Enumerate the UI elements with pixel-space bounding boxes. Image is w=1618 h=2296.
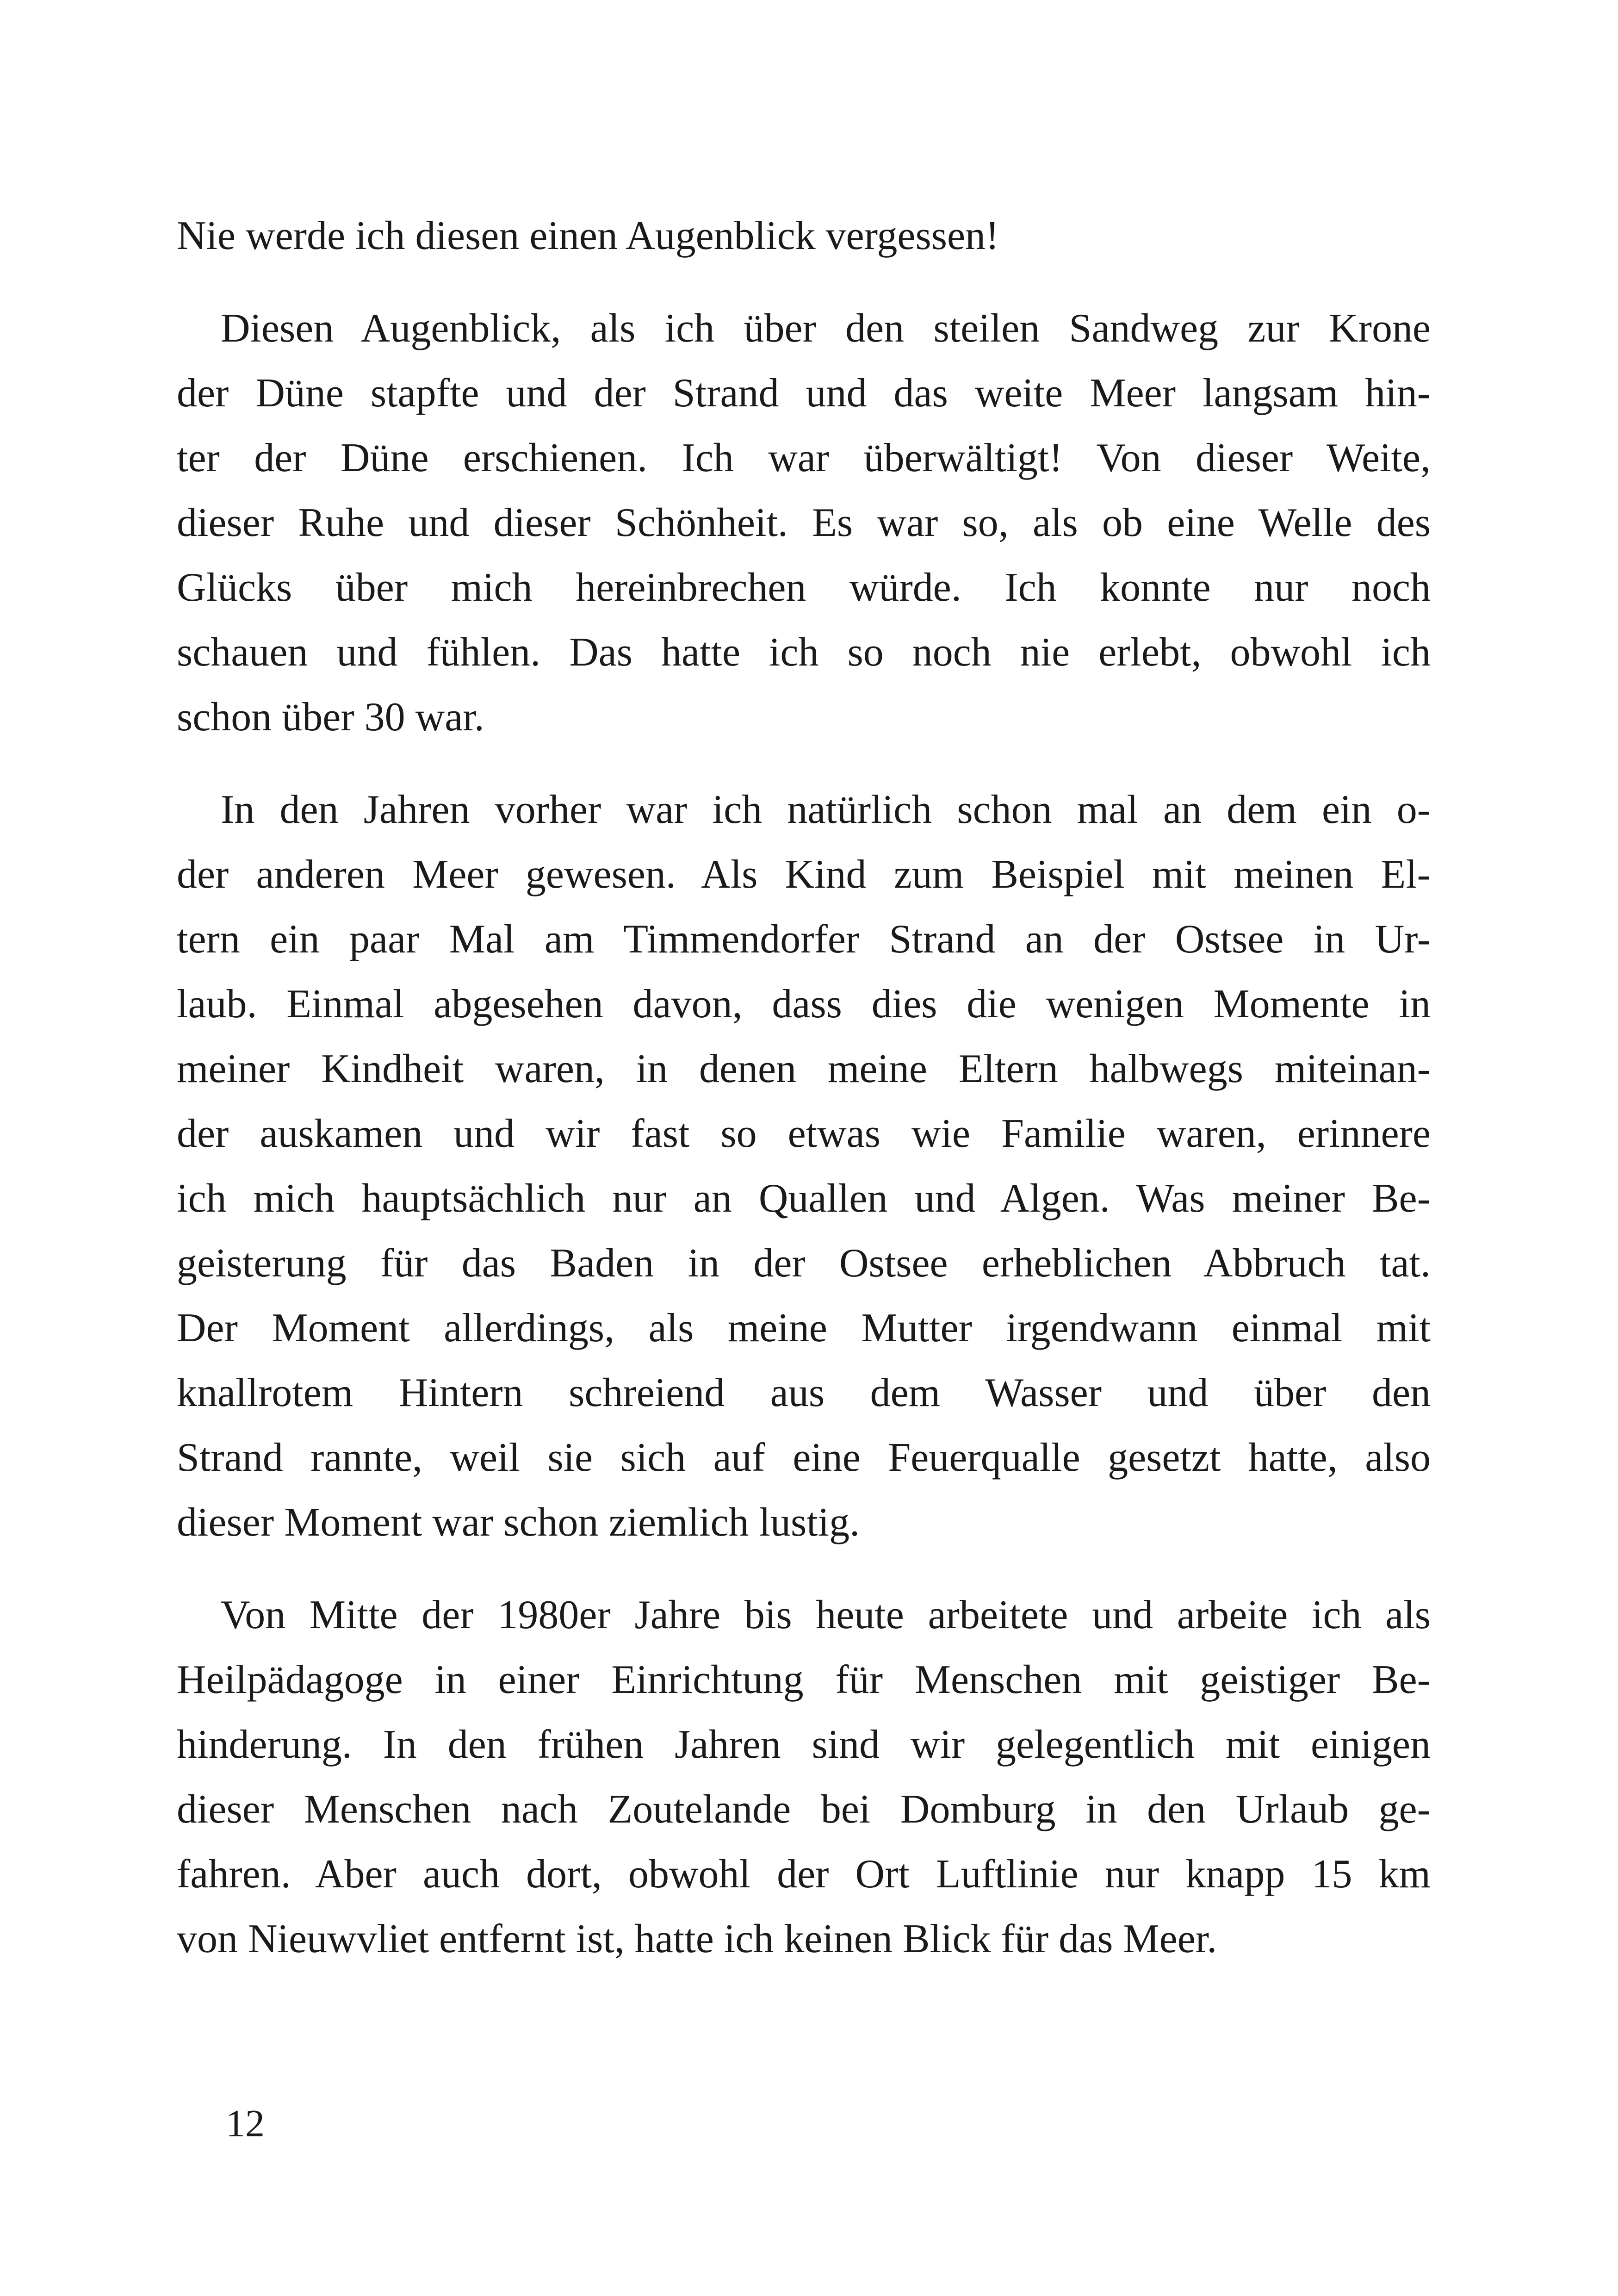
text-line: knallrotem Hintern schreiend aus dem Wasser und über den bbox=[177, 1370, 1431, 1415]
text-line: Diesen Augenblick, als ich über den steilen Sandweg zur Krone bbox=[221, 306, 1431, 351]
text-line: In den Jahren vorher war ich natürlich schon mal an dem ein o- bbox=[221, 787, 1431, 832]
text-line: Strand rannte, weil sie sich auf eine Feuerqualle gesetzt hatte, also bbox=[177, 1435, 1431, 1480]
text-line: von Nieuwvliet entfernt ist, hatte ich keinen Blick für das Meer. bbox=[177, 1916, 1217, 1961]
page-number: 12 bbox=[226, 2102, 265, 2145]
text-line: Heilpädagoge in einer Einrichtung für Menschen mit geistiger Be- bbox=[177, 1657, 1431, 1702]
text-line: der auskamen und wir fast so etwas wie Familie waren, erinnere bbox=[177, 1111, 1431, 1156]
text-line: dieser Ruhe und dieser Schönheit. Es war so, als ob eine Welle des bbox=[177, 500, 1431, 545]
text-line: hinderung. In den frühen Jahren sind wir gelegentlich mit einigen bbox=[177, 1722, 1431, 1767]
text-line: Der Moment allerdings, als meine Mutter irgendwann einmal mit bbox=[177, 1306, 1431, 1350]
text-line: geisterung für das Baden in der Ostsee erheblichen Abbruch tat. bbox=[177, 1241, 1431, 1286]
text-line: Von Mitte der 1980er Jahre bis heute arbeitete und arbeite ich als bbox=[221, 1593, 1431, 1637]
paragraph bbox=[177, 204, 1431, 268]
paragraph bbox=[177, 296, 1431, 750]
text-line: schauen und fühlen. Das hatte ich so noch nie erlebt, obwohl ich bbox=[177, 630, 1431, 675]
text-line: der anderen Meer gewesen. Als Kind zum Beispiel mit meinen El- bbox=[177, 852, 1431, 897]
text-line: Glücks über mich hereinbrechen würde. Ich konnte nur noch bbox=[177, 565, 1431, 610]
text-line: ter der Düne erschienen. Ich war überwältigt! Von dieser Weite, bbox=[177, 436, 1431, 480]
text-line: dieser Menschen nach Zoutelande bei Domburg in den Urlaub ge- bbox=[177, 1787, 1431, 1832]
paragraph bbox=[177, 1583, 1431, 1972]
text-line: tern ein paar Mal am Timmendorfer Strand an der Ostsee in Ur- bbox=[177, 917, 1431, 962]
body-text bbox=[177, 204, 1431, 1999]
text-line: Nie werde ich diesen einen Augenblick vergessen! bbox=[177, 213, 999, 258]
paragraph bbox=[177, 778, 1431, 1555]
text-line: fahren. Aber auch dort, obwohl der Ort Luftlinie nur knapp 15 km bbox=[177, 1852, 1431, 1897]
text-line: schon über 30 war. bbox=[177, 695, 484, 740]
text-line: laub. Einmal abgesehen davon, dass dies die wenigen Momente in bbox=[177, 982, 1431, 1027]
text-line: ich mich hauptsächlich nur an Quallen und Algen. Was meiner Be- bbox=[177, 1176, 1431, 1221]
text-line: dieser Moment war schon ziemlich lustig. bbox=[177, 1500, 860, 1545]
text-line: meiner Kindheit waren, in denen meine Eltern halbwegs miteinan- bbox=[177, 1046, 1431, 1091]
text-line: der Düne stapfte und der Strand und das weite Meer langsam hin- bbox=[177, 371, 1431, 416]
